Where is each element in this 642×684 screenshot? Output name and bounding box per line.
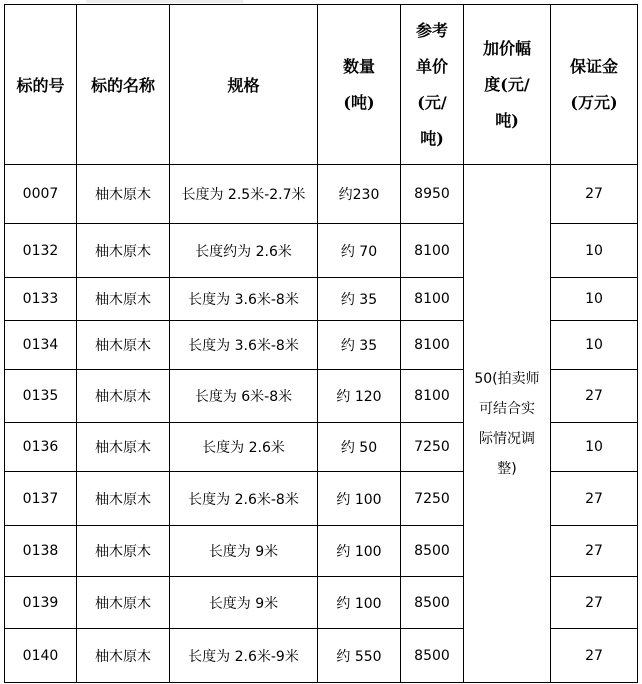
cell-spec: 长度为 2.6米-9米 [170,629,318,683]
header-increment-line: 加价幅 [482,38,531,58]
cell-deposit: 27 [551,472,638,526]
cell-ref-price: 8100 [401,321,464,370]
cell-ref-price: 8100 [401,224,464,278]
cell-lot-name: 柚木原木 [77,472,170,526]
cell-lot-name: 柚木原木 [77,370,170,423]
cell-deposit: 10 [551,278,638,321]
cell-deposit: 27 [551,526,638,577]
header-increment-line: 度(元/ [484,74,530,94]
cell-lot-no: 0138 [5,526,77,577]
header-deposit-line: 保证金 [569,56,618,76]
increment-note-line: 际情况调 [479,430,535,447]
cell-spec: 长度为 3.6米-8米 [170,321,318,370]
header-quantity [318,5,401,165]
auction-lots-table [4,4,638,683]
top-border-fragment [86,0,243,3]
cell-lot-no: 0139 [5,577,77,629]
increment-note-line: 整) [497,460,517,477]
cell-lot-name: 柚木原木 [77,577,170,629]
cell-lot-name: 柚木原木 [77,224,170,278]
cell-quantity: 约 70 [318,224,401,278]
increment-note-line: 50(拍卖师 [474,370,540,387]
cell-lot-name: 柚木原木 [77,165,170,224]
cell-spec: 长度为 3.6米-8米 [170,278,318,321]
cell-ref-price: 8100 [401,370,464,423]
cell-ref-price: 8100 [401,278,464,321]
cell-lot-name: 柚木原木 [77,423,170,472]
header-increment [464,5,551,165]
header-row [5,5,638,165]
cell-quantity: 约 50 [318,423,401,472]
header-ref-price-line: 吨) [420,128,444,148]
cell-lot-no: 0135 [5,370,77,423]
cell-spec: 长度约为 2.6米 [170,224,318,278]
cell-deposit: 27 [551,370,638,423]
cell-ref-price: 8500 [401,526,464,577]
header-ref-price [401,5,464,165]
header-ref-price-line: 参考 [415,20,448,40]
header-deposit [551,5,638,165]
cell-spec: 长度为 9米 [170,526,318,577]
cell-spec: 长度为 6米-8米 [170,370,318,423]
cell-quantity: 约230 [318,165,401,224]
cell-deposit: 10 [551,423,638,472]
header-ref-price-line: (元/ [417,92,447,112]
cell-quantity: 约 35 [318,321,401,370]
increment-note-line: 可结合实 [479,400,535,417]
header-quantity-line: 数量 [342,56,375,76]
header-spec: 规格 [170,5,318,165]
header-lot-no: 标的号 [5,5,77,165]
cell-deposit: 27 [551,629,638,683]
cell-spec: 长度为 2.6米 [170,423,318,472]
cell-lot-name: 柚木原木 [77,321,170,370]
cell-deposit: 27 [551,165,638,224]
cell-lot-no: 0134 [5,321,77,370]
header-increment-line: 吨) [495,110,519,130]
header-lot-name: 标的名称 [77,5,170,165]
cell-spec: 长度为 9米 [170,577,318,629]
cell-quantity: 约 100 [318,577,401,629]
cell-lot-no: 0140 [5,629,77,683]
cell-ref-price: 8500 [401,629,464,683]
cell-deposit: 27 [551,577,638,629]
cell-spec: 长度为 2.5米-2.7米 [170,165,318,224]
cell-quantity: 约 100 [318,526,401,577]
cell-quantity: 约 550 [318,629,401,683]
cell-ref-price: 7250 [401,472,464,526]
cell-lot-no: 0133 [5,278,77,321]
cell-ref-price: 8500 [401,577,464,629]
header-quantity-line: (吨) [343,92,375,112]
cell-increment-merged [464,165,551,683]
cell-lot-name: 柚木原木 [77,278,170,321]
cell-deposit: 10 [551,224,638,278]
cell-ref-price: 7250 [401,423,464,472]
cell-spec: 长度为 2.6米-8米 [170,472,318,526]
header-deposit-line: (万元) [570,92,618,112]
cell-quantity: 约 35 [318,278,401,321]
header-ref-price-line: 单价 [415,56,448,76]
table-row [5,165,638,224]
cell-deposit: 10 [551,321,638,370]
cell-lot-name: 柚木原木 [77,629,170,683]
cell-quantity: 约 100 [318,472,401,526]
cell-quantity: 约 120 [318,370,401,423]
cell-lot-no: 0137 [5,472,77,526]
cell-lot-no: 0136 [5,423,77,472]
cell-lot-name: 柚木原木 [77,526,170,577]
cell-lot-no: 0132 [5,224,77,278]
cell-lot-no: 0007 [5,165,77,224]
cell-ref-price: 8950 [401,165,464,224]
